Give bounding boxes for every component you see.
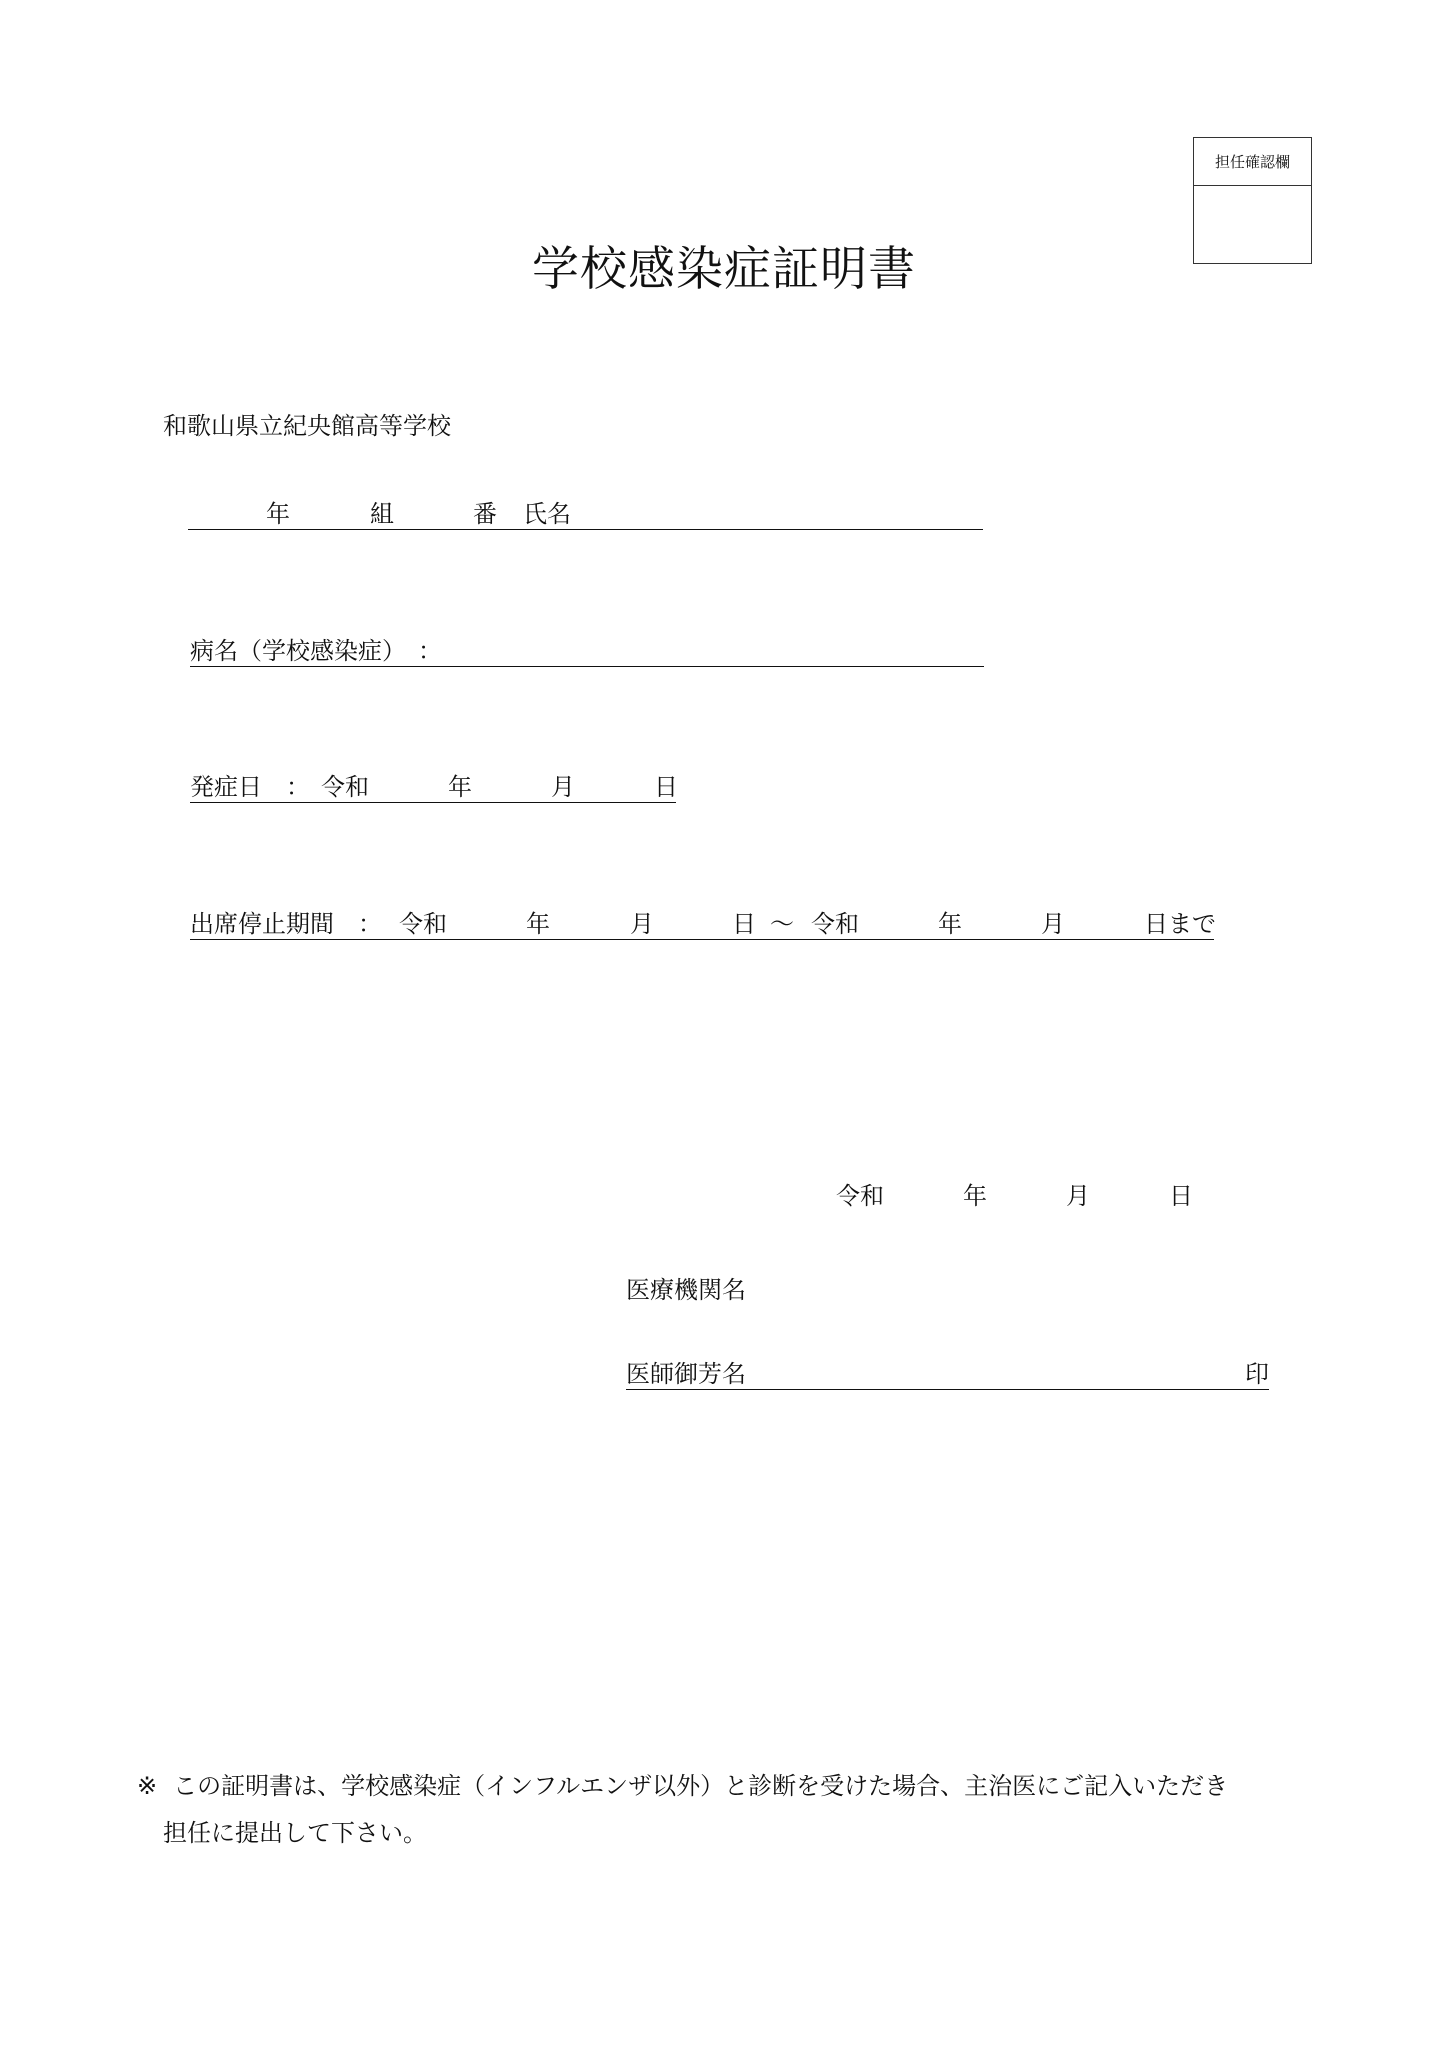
disease-name-label: 病名（学校感染症） ： <box>190 637 442 665</box>
medical-institution-label: 医療機関名 <box>626 1276 746 1304</box>
disease-name-field[interactable] <box>190 627 984 667</box>
doctor-name-label: 医師御芳名 <box>626 1360 746 1388</box>
document-title: 学校感染症証明書 <box>532 242 916 297</box>
period-from-era: 令和 <box>399 910 447 938</box>
onset-date-label: 発症日 ： <box>190 773 310 801</box>
period-to-day-label: 日まで <box>1144 910 1216 938</box>
period-from-month-label: 月 <box>630 910 654 938</box>
period-from-year-label: 年 <box>526 910 550 938</box>
issue-date-era: 令和 <box>836 1182 884 1210</box>
onset-month-label: 月 <box>551 773 575 801</box>
issue-date-year-label: 年 <box>963 1182 987 1210</box>
period-to-year-label: 年 <box>938 910 962 938</box>
seal-mark: 印 <box>1245 1360 1269 1388</box>
suspension-period-label: 出席停止期間 ： <box>190 910 382 938</box>
period-to-era: 令和 <box>811 910 859 938</box>
teacher-confirmation-label: 担任確認欄 <box>1194 138 1311 186</box>
suspension-period-field[interactable] <box>190 900 1214 940</box>
issue-date-month-label: 月 <box>1066 1182 1090 1210</box>
period-to-month-label: 月 <box>1041 910 1065 938</box>
onset-day-label: 日 <box>654 773 678 801</box>
period-tilde: ～ <box>770 910 794 938</box>
doctor-name-field[interactable] <box>626 1350 1269 1390</box>
onset-year-label: 年 <box>448 773 472 801</box>
onset-date-field[interactable] <box>190 763 676 803</box>
issue-date-day-label: 日 <box>1169 1182 1193 1210</box>
note-mark: ※ <box>137 1772 158 1800</box>
student-name-label: 氏名 <box>523 500 571 528</box>
period-from-day-label: 日 <box>732 910 756 938</box>
note-line-1 <box>137 1766 1228 1801</box>
note-text-1: この証明書は、学校感染症（インフルエンザ以外）と診断を受けた場合、主治医にご記入いただき <box>173 1772 1229 1800</box>
student-number-label: 番 <box>473 500 497 528</box>
grade-label: 年 <box>266 500 290 528</box>
student-info-field[interactable] <box>188 490 983 530</box>
onset-era: 令和 <box>321 773 369 801</box>
note-line-2: 担任に提出して下さい。 <box>163 1819 427 1847</box>
class-label: 組 <box>370 500 394 528</box>
school-name: 和歌山県立紀央館高等学校 <box>163 412 451 440</box>
